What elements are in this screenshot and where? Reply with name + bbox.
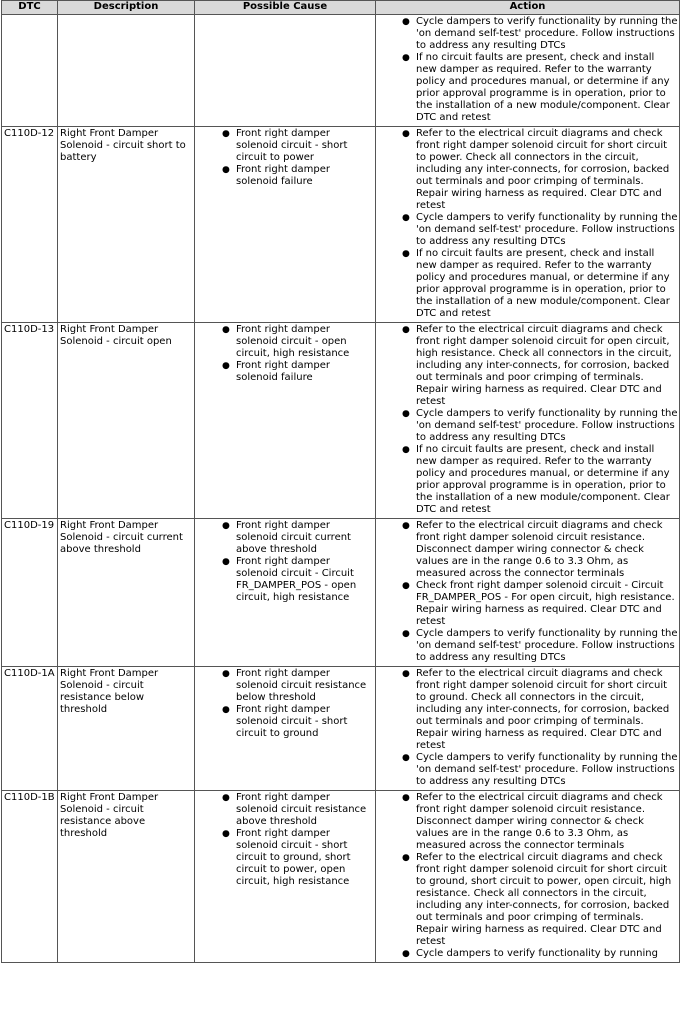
dtc-table	[1, 0, 680, 963]
bullet-icon: ●	[402, 445, 410, 455]
bullet-icon: ●	[222, 165, 230, 175]
action-text: Cycle dampers to verify functionality by running the 'on demand self-test' procedure. Follow instructions to address any resulting DTCs	[416, 16, 678, 51]
action-item	[402, 852, 678, 948]
action-cell	[376, 15, 680, 127]
bullet-icon: ●	[222, 793, 230, 803]
action-text: Refer to the electrical circuit diagrams and check front right damper solenoid circuit for short circuit to ground, short circuit to power, open circuit, high resistance. Check all connectors in the circuit, including any inter-connects, for corrosion, backed out terminals and poor crimping of terminals. Repair wiring harness as required. Clear DTC and retest	[416, 852, 672, 947]
bullet-icon: ●	[402, 853, 410, 863]
dtc-description: Right Front Damper Solenoid - circuit open	[58, 323, 195, 519]
bullet-icon: ●	[402, 409, 410, 419]
bullet-icon: ●	[222, 705, 230, 715]
dtc-description: Right Front Damper Solenoid - circuit short to battery	[58, 127, 195, 323]
action-text: Cycle dampers to verify functionality by running the 'on demand self-test' procedure. Follow instructions to address any resulting DTCs	[416, 408, 678, 443]
cause-text: Front right damper solenoid circuit - open circuit, high resistance	[236, 324, 350, 359]
action-list	[378, 668, 678, 788]
table-row	[2, 127, 680, 323]
cause-text: Front right damper solenoid circuit - Circuit FR_DAMPER_POS - open circuit, high resistance	[236, 556, 357, 603]
possible-cause-cell	[195, 323, 376, 519]
bullet-icon: ●	[402, 949, 410, 959]
cause-text: Front right damper solenoid circuit resistance above threshold	[236, 792, 367, 827]
cause-text: Front right damper solenoid circuit resistance below threshold	[236, 668, 367, 703]
bullet-icon: ●	[402, 669, 410, 679]
dtc-description: Right Front Damper Solenoid - circuit resistance above threshold	[58, 791, 195, 963]
action-list	[378, 128, 678, 320]
cause-item	[222, 520, 374, 556]
possible-cause-cell	[195, 127, 376, 323]
cause-text: Front right damper solenoid circuit - short circuit to ground, short circuit to power, open circuit, high resistance	[236, 828, 351, 887]
action-text: Refer to the electrical circuit diagrams and check front right damper solenoid circuit resistance. Disconnect damper wiring connector & check values are in the range 0.6 to 3.3 Ohm, as measured across the connector terminals	[416, 792, 663, 851]
table-row	[2, 667, 680, 791]
action-cell	[376, 519, 680, 667]
header-action: Action	[376, 1, 680, 15]
cause-text: Front right damper solenoid failure	[236, 360, 330, 383]
bullet-icon: ●	[222, 361, 230, 371]
table-row	[2, 519, 680, 667]
header-description: Description	[58, 1, 195, 15]
action-text: Check front right damper solenoid circuit - Circuit FR_DAMPER_POS - For open circuit, high resistance. Repair wiring harness as required. Clear DTC and retest	[416, 580, 675, 627]
action-cell	[376, 323, 680, 519]
bullet-icon: ●	[222, 669, 230, 679]
dtc-code: C110D-13	[2, 323, 58, 519]
cause-item	[222, 792, 374, 828]
action-item	[402, 628, 678, 664]
action-text: If no circuit faults are present, check and install new damper as required. Refer to the warranty policy and procedures manual, or determine if any prior approval programme is in operation, prior to the installation of a new module/component. Clear DTC and retest	[416, 52, 670, 123]
bullet-icon: ●	[402, 129, 410, 139]
cause-list	[197, 668, 374, 740]
action-item	[402, 128, 678, 212]
dtc-code	[2, 15, 58, 127]
action-item	[402, 248, 678, 320]
possible-cause-cell	[195, 791, 376, 963]
action-text: If no circuit faults are present, check and install new damper as required. Refer to the warranty policy and procedures manual, or determine if any prior approval programme is in operation, prior to the installation of a new module/component. Clear DTC and retest	[416, 248, 670, 319]
cause-item	[222, 828, 374, 888]
header-possible-cause: Possible Cause	[195, 1, 376, 15]
action-text: Refer to the electrical circuit diagrams and check front right damper solenoid circuit for short circuit to ground. Check all connectors in the circuit, including any inter-connects, for corrosion, backed out terminals and poor crimping of terminals. Repair wiring harness as required. Clear DTC and retest	[416, 668, 670, 751]
bullet-icon: ●	[402, 793, 410, 803]
bullet-icon: ●	[402, 53, 410, 63]
cause-item	[222, 128, 374, 164]
action-item	[402, 520, 678, 580]
action-list	[378, 520, 678, 664]
dtc-code: C110D-12	[2, 127, 58, 323]
bullet-icon: ●	[222, 129, 230, 139]
cause-text: Front right damper solenoid failure	[236, 164, 330, 187]
action-text: Refer to the electrical circuit diagrams and check front right damper solenoid circuit resistance. Disconnect damper wiring connector & check values are in the range 0.6 to 3.3 Ohm, as measured across the connector terminals	[416, 520, 663, 579]
cause-text: Front right damper solenoid circuit - short circuit to ground	[236, 704, 348, 739]
action-text: Cycle dampers to verify functionality by running the 'on demand self-test' procedure. Follow instructions to address any resulting DTCs	[416, 752, 678, 787]
bullet-icon: ●	[222, 521, 230, 531]
action-cell	[376, 667, 680, 791]
action-text: If no circuit faults are present, check and install new damper as required. Refer to the warranty policy and procedures manual, or determine if any prior approval programme is in operation, prior to the installation of a new module/component. Clear DTC and retest	[416, 444, 670, 515]
bullet-icon: ●	[222, 557, 230, 567]
action-item	[402, 408, 678, 444]
action-item	[402, 668, 678, 752]
action-text: Cycle dampers to verify functionality by running the 'on demand self-test' procedure. Follow instructions to address any resulting DTCs	[416, 212, 678, 247]
action-item	[402, 752, 678, 788]
cause-item	[222, 556, 374, 604]
bullet-icon: ●	[402, 629, 410, 639]
action-item	[402, 444, 678, 516]
action-cell	[376, 127, 680, 323]
dtc-code: C110D-1B	[2, 791, 58, 963]
cause-item	[222, 324, 374, 360]
action-list	[378, 792, 678, 960]
cause-item	[222, 704, 374, 740]
action-item	[402, 16, 678, 52]
bullet-icon: ●	[402, 213, 410, 223]
bullet-icon: ●	[222, 829, 230, 839]
cause-item	[222, 360, 374, 384]
action-item	[402, 948, 678, 960]
table-row	[2, 791, 680, 963]
action-item	[402, 52, 678, 124]
table-header	[2, 1, 680, 15]
action-item	[402, 792, 678, 852]
action-item	[402, 580, 678, 628]
bullet-icon: ●	[402, 325, 410, 335]
action-text: Cycle dampers to verify functionality by running the 'on demand self-test' procedure. Follow instructions to address any resulting DTCs	[416, 628, 678, 663]
possible-cause-cell	[195, 519, 376, 667]
action-list	[378, 324, 678, 516]
table-body	[2, 15, 680, 963]
action-cell	[376, 791, 680, 963]
cause-item	[222, 164, 374, 188]
cause-list	[197, 324, 374, 384]
dtc-code: C110D-19	[2, 519, 58, 667]
action-text: Cycle dampers to verify functionality by running	[416, 948, 658, 959]
possible-cause-cell	[195, 15, 376, 127]
action-item	[402, 324, 678, 408]
cause-list	[197, 128, 374, 188]
bullet-icon: ●	[402, 521, 410, 531]
possible-cause-cell	[195, 667, 376, 791]
bullet-icon: ●	[402, 753, 410, 763]
bullet-icon: ●	[402, 249, 410, 259]
cause-list	[197, 792, 374, 888]
table-row	[2, 323, 680, 519]
action-item	[402, 212, 678, 248]
header-dtc: DTC	[2, 1, 58, 15]
action-text: Refer to the electrical circuit diagrams and check front right damper solenoid circuit for open circuit, high resistance. Check all connectors in the circuit, including any inter-connects, for corrosion, backed out terminals and poor crimping of terminals. Repair wiring harness as required. Clear DTC and retest	[416, 324, 672, 407]
cause-item	[222, 668, 374, 704]
dtc-description: Right Front Damper Solenoid - circuit current above threshold	[58, 519, 195, 667]
bullet-icon: ●	[402, 17, 410, 27]
dtc-code: C110D-1A	[2, 667, 58, 791]
cause-text: Front right damper solenoid circuit - short circuit to power	[236, 128, 348, 163]
table-row	[2, 15, 680, 127]
bullet-icon: ●	[222, 325, 230, 335]
dtc-description	[58, 15, 195, 127]
bullet-icon: ●	[402, 581, 410, 591]
cause-list	[197, 520, 374, 604]
cause-text: Front right damper solenoid circuit current above threshold	[236, 520, 351, 555]
action-text: Refer to the electrical circuit diagrams and check front right damper solenoid circuit for short circuit to power. Check all connectors in the circuit, including any inter-connects, for corrosion, backed out terminals and poor crimping of terminals. Repair wiring harness as required. Clear DTC and retest	[416, 128, 670, 211]
dtc-description: Right Front Damper Solenoid - circuit resistance below threshold	[58, 667, 195, 791]
action-list	[378, 16, 678, 124]
